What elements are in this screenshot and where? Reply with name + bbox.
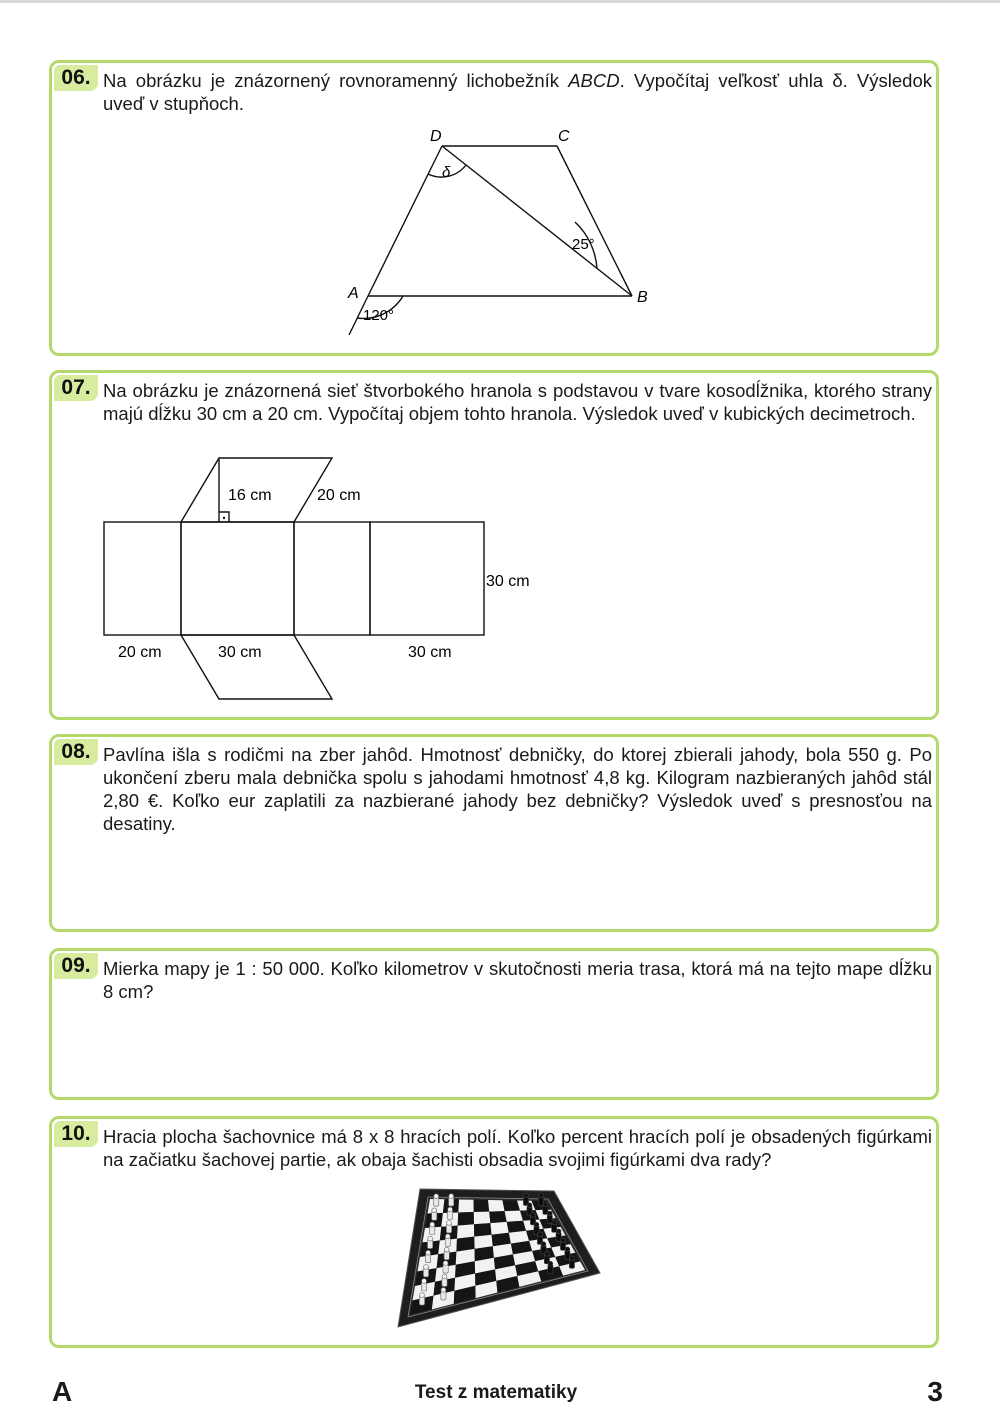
task-text-part: Na obrázku je znázornený rovnoramenný lichobežník bbox=[103, 70, 569, 91]
angle-a-label: 120° bbox=[363, 307, 395, 324]
white-piece-head bbox=[445, 1234, 450, 1239]
right-angle-dot bbox=[223, 517, 225, 519]
white-piece-head bbox=[432, 1208, 437, 1213]
board-square bbox=[488, 1200, 505, 1212]
white-piece-head bbox=[424, 1265, 429, 1270]
label-right: 30 cm bbox=[486, 573, 530, 590]
task-09 bbox=[49, 948, 939, 1100]
black-piece-head bbox=[539, 1193, 544, 1198]
label-slant: 20 cm bbox=[317, 487, 361, 504]
black-piece-head bbox=[545, 1251, 550, 1256]
black-piece-head bbox=[548, 1261, 553, 1266]
side-ad bbox=[368, 146, 442, 296]
label-height: 16 cm bbox=[228, 487, 272, 504]
black-piece-head bbox=[556, 1229, 561, 1234]
white-piece-head bbox=[449, 1194, 454, 1199]
task-number: 06. bbox=[54, 65, 98, 91]
black-piece-head bbox=[570, 1256, 575, 1261]
variant-letter: A bbox=[52, 1376, 73, 1407]
board-square bbox=[458, 1212, 474, 1226]
task-number: 07. bbox=[54, 375, 98, 401]
diagonal-db bbox=[442, 146, 632, 296]
white-piece-head bbox=[426, 1250, 431, 1255]
net-face-4 bbox=[370, 522, 484, 635]
task-number: 10. bbox=[54, 1121, 98, 1147]
label-bottom-mid: 30 cm bbox=[218, 644, 262, 661]
side-bc bbox=[557, 146, 632, 296]
task-10 bbox=[49, 1116, 939, 1348]
black-piece-head bbox=[547, 1211, 552, 1216]
task-06 bbox=[49, 60, 939, 356]
label-bottom-left: 20 cm bbox=[118, 644, 162, 661]
black-piece-head bbox=[552, 1220, 557, 1225]
trapezoid-name: ABCD bbox=[568, 70, 620, 91]
black-piece-head bbox=[527, 1203, 532, 1208]
white-piece-head bbox=[441, 1288, 446, 1293]
vertex-a: A bbox=[348, 285, 359, 302]
black-piece-head bbox=[538, 1232, 543, 1237]
task-08 bbox=[49, 734, 939, 932]
white-piece-head bbox=[444, 1247, 449, 1252]
board-square bbox=[474, 1212, 491, 1225]
page-top-edge bbox=[0, 0, 1000, 3]
board-square bbox=[489, 1211, 507, 1223]
white-piece-head bbox=[443, 1261, 448, 1266]
net-face-2 bbox=[181, 522, 294, 635]
board-square bbox=[490, 1222, 508, 1235]
black-piece-head bbox=[565, 1247, 570, 1252]
label-bottom-right: 30 cm bbox=[408, 644, 452, 661]
footer-title: Test z matematiky bbox=[414, 1382, 578, 1403]
chessboard-image bbox=[52, 1119, 936, 1345]
board-square bbox=[474, 1223, 492, 1237]
white-piece-head bbox=[442, 1274, 447, 1279]
white-piece-head bbox=[428, 1236, 433, 1241]
black-piece-head bbox=[541, 1242, 546, 1247]
black-piece-head bbox=[524, 1193, 529, 1198]
vertex-b: B bbox=[637, 289, 648, 306]
task-text: Pavlína išla s rodičmi na zber jahôd. Hmotnosť debničky, do ktorej zbierali jahody, bola 550 g. Po ukončení zberu mala debnička spolu s jahodami hmotnosť 4,8 kg. Kilogram nazbieraných jahôd stál 2,80 €. Koľko eur zaplatili za nazbierané jahody bez debničky? Výsledok uveď s presnosťou na desatiny. bbox=[103, 744, 932, 834]
angle-delta-label: δ bbox=[442, 164, 451, 181]
prism-net-figure bbox=[52, 373, 936, 717]
black-piece-head bbox=[534, 1222, 539, 1227]
black-piece-head bbox=[531, 1213, 536, 1218]
white-piece-head bbox=[448, 1207, 453, 1212]
vertex-d: D bbox=[430, 128, 442, 145]
black-piece-head bbox=[561, 1238, 566, 1243]
black-piece-head bbox=[543, 1202, 548, 1207]
vertex-c: C bbox=[558, 128, 570, 145]
board-square bbox=[457, 1224, 474, 1238]
white-piece-head bbox=[422, 1279, 427, 1284]
net-face-1 bbox=[104, 522, 181, 635]
board-square bbox=[503, 1200, 521, 1211]
task-text-part: . Vypočítaj veľkosť uhla δ. Výsledok uveď v stupňoch. bbox=[103, 70, 933, 114]
white-piece-head bbox=[447, 1221, 452, 1226]
task-number: 09. bbox=[54, 953, 98, 979]
trapezoid-figure bbox=[52, 63, 936, 353]
angle-b-label: 25° bbox=[572, 236, 595, 253]
task-text: Na obrázku je znázornená sieť štvorbokého hranola s podstavou v tvare kosodĺžnika, ktorého strany majú dĺžku 30 cm a 20 cm. Vypočítaj objem tohto hranola. Výsledok uveď v kubických decimetroch. bbox=[103, 380, 932, 424]
task-number: 08. bbox=[54, 739, 98, 765]
white-piece-head bbox=[420, 1293, 425, 1298]
white-piece-head bbox=[434, 1194, 439, 1199]
white-piece-head bbox=[430, 1222, 435, 1227]
board-square bbox=[458, 1200, 474, 1213]
board-square bbox=[505, 1211, 523, 1222]
task-text: Mierka mapy je 1 : 50 000. Koľko kilometrov v skutočnosti meria trasa, ktorá má na tejto mape dĺžku 8 cm? bbox=[103, 958, 932, 1002]
board-square bbox=[474, 1200, 490, 1212]
task-text: Hracia plocha šachovnice má 8 x 8 hracích polí. Koľko percent hracích polí je obsadených figúrkami na začiatku šachovej partie, ak obaja šachisti obsadia svojimi figúrkami dva rady? bbox=[103, 1126, 932, 1170]
task-07 bbox=[49, 370, 939, 720]
net-face-3 bbox=[294, 522, 370, 635]
page-number: 3 bbox=[927, 1376, 943, 1407]
board-square bbox=[507, 1221, 526, 1233]
